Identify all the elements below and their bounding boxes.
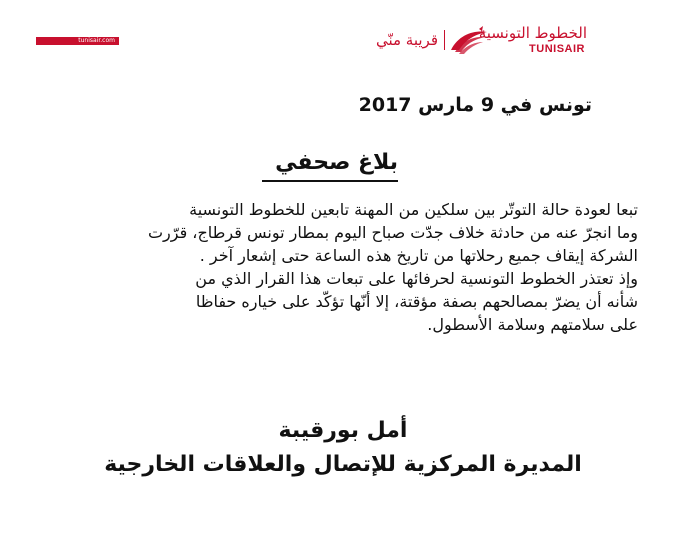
body-line: الشركة إيقاف جميع رحلاتها من تاريخ هذه الساعة حتى إشعار آخر . xyxy=(199,246,638,265)
signer-name: أمل بورقيبة xyxy=(278,418,408,443)
letter-date: تونس في 9 مارس 2017 xyxy=(358,94,592,116)
website-bar: tunisair.com xyxy=(36,37,119,45)
letterhead xyxy=(0,0,686,70)
slogan-divider xyxy=(444,30,445,50)
signer-role: المديرة المركزية للإتصال والعلاقات الخارجية xyxy=(104,452,582,477)
title-underline xyxy=(262,180,398,182)
body-line: على سلامتهم وسلامة الأسطول. xyxy=(427,315,638,334)
logo-arabic-text: الخطوط التونسية xyxy=(478,24,587,42)
tunisair-logo xyxy=(449,24,587,60)
body-line: شأنه أن يضرّ بمصالحهم بصفة مؤقتة، إلا أنّها تؤكّد على خياره حفاظا xyxy=(195,292,638,311)
letter-body xyxy=(58,198,638,336)
slogan: قريبة منّي xyxy=(375,31,438,49)
body-line: وإذ تعتذر الخطوط التونسية لحرفائها على تبعات هذا القرار الذي من xyxy=(195,269,638,288)
letter-title: بلاغ صحفي xyxy=(275,150,398,175)
body-line: وما انجرّ عنه من حادثة خلاف جدّت صباح اليوم بمطار تونس قرطاج، قرّرت xyxy=(147,223,638,242)
body-line: تبعا لعودة حالة التوتّر بين سلكين من المهنة تابعين للخطوط التونسية xyxy=(189,200,638,219)
logo-latin-text: TUNISAIR xyxy=(529,43,585,55)
